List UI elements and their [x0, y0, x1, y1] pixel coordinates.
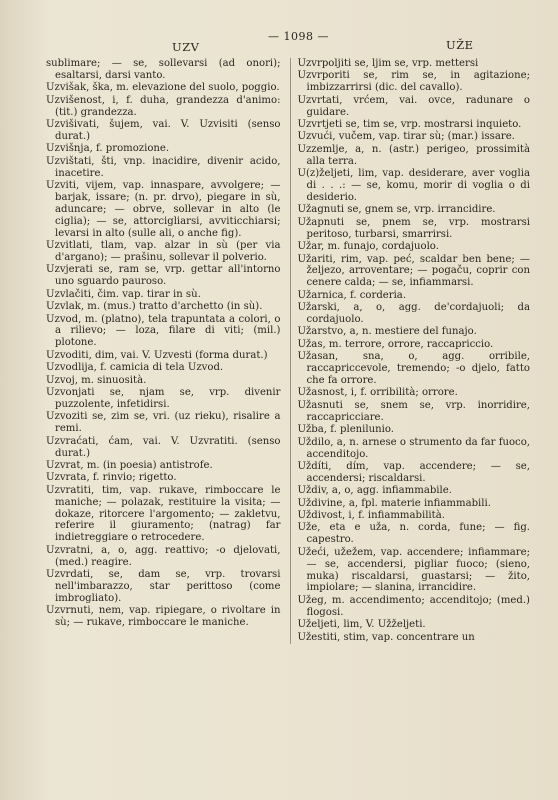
dictionary-entry: Užarnica, f. corderia. [297, 289, 407, 301]
dictionary-entry: Uzvrata, f. rinvio; rigetto. [46, 472, 177, 484]
page-number: — 1098 — [268, 30, 329, 43]
dictionary-entry: Uzvod, m. (platno), tela trapuntata a colori, o a rilievo; — loza, filare di viti; (mil.) plotone. [46, 313, 281, 349]
dictionary-entry: Užagnuti se, gnem se, vrp. irrancidire. [297, 204, 496, 216]
dictionary-entry: Uzvrtjeti se, tim se, vrp. mostrarsi inquieto. [297, 119, 522, 131]
left-column [46, 58, 280, 644]
dictionary-entry: Uzvući, vučem, vap. tirar sù; (mar.) issare. [297, 131, 515, 143]
dictionary-entry: Užasnost, i, f. orribilità; orrore. [297, 387, 458, 399]
dictionary-entry: Uzvonjati se, njam se, vrp. divenir puzzolente, infetidirsi. [46, 386, 281, 410]
columns [46, 58, 530, 644]
right-column [290, 58, 530, 644]
dictionary-entry: Užasnuti se, snem se, vrp. inorridire, raccapricciare. [297, 399, 530, 423]
dictionary-entry: Užba, f. plenilunio. [297, 424, 394, 436]
dictionary-entry: Uždiv, a, o, agg. infiammabile. [297, 485, 452, 497]
dictionary-entry: Uzvišnja, f. promozione. [46, 143, 170, 155]
dictionary-entry: Užasan, sna, o, agg. orribile, raccapriccevole, tremendo; -o djelo, fatto che fa orrore. [297, 351, 530, 387]
dictionary-entry: U(z)željeti, lim, vap. desiderare, aver voglia di . . .: — se, komu, morir di voglia o di desiderio. [297, 168, 530, 203]
dictionary-entry: Uzvrdati, se, dam se, vrp. trovarsi nell'imbarazzo, star perittoso (come imbrogliato). [46, 569, 281, 604]
left-guide-word: UZV [172, 40, 200, 54]
dictionary-entry: Uzzemlje, a, n. (astr.) perigeo, prossimità alla terra. [297, 143, 530, 167]
dictionary-entry: Uždíti, dím, vap. accendere; — se, accendersi; riscaldarsi. [297, 460, 530, 484]
dictionary-entry: Užar, m. funajo, cordajuolo. [297, 241, 439, 253]
dictionary-entry: Uzvodlija, f. camicia di tela Uzvod. [46, 362, 224, 374]
dictionary-entry: Uželjeti, lim, V. Užželjeti. [297, 619, 426, 631]
dictionary-entry: Uzvoditi, dim, vai. V. Uzvesti (forma durat.) [46, 349, 268, 361]
dictionary-entry: Uždilo, a, n. arnese o strumento da far fuoco, accenditojo. [297, 436, 530, 460]
dictionary-entry: Uzvrat, m. (in poesia) antistrofe. [46, 459, 213, 471]
dictionary-entry: Užapnuti se, pnem se, vrp. mostrarsi peritoso, turbarsi, smarrirsi. [297, 216, 530, 240]
dictionary-entry: Uže, eta e uža, n. corda, fune; — fig. capestro. [297, 522, 530, 546]
dictionary-entry: Uždivine, a, fpl. materie infiammabili. [297, 497, 491, 509]
dictionary-entry: Užarski, a, o, agg. de'cordajuoli; da cordajuolo. [297, 302, 530, 326]
dictionary-entry: Uzvratiti, tim, vap. rukave, rimboccare le maniche; — polazak, restituire la visita; — dokaze, ritorcere l'argomento; — zakletvu, referire il giuramento; (natrag) far indietreggiare o retrocedere. [46, 484, 281, 544]
dictionary-entry: Uzvlačiti, čim. vap. tirar in sù. [46, 288, 201, 300]
dictionary-entry: Uzvoj, m. sinuosità. [46, 374, 147, 386]
dictionary-entry: Užeći, užežem, vap. accendere; infiammare; — se, accendersi, pigliar fuoco; (sieno, muka) riscaldarsi, guastarsi; — žito, impiolare; — slanina, irrancidire. [297, 546, 530, 594]
dictionary-entry: Uzvraćati, ćam, vai. V. Uzvratiti. (senso durat.) [46, 435, 281, 459]
dictionary-entry: Uzvišenost, i, f. duha, grandezza d'animo: (tit.) grandezza. [46, 94, 281, 118]
dictionary-entry: Uzvrpoljiti se, ljim se, vrp. mettersi [297, 58, 479, 69]
dictionary-entry: sublimare; — se, sollevarsi (ad onori); esaltarsi, darsi vanto. [46, 58, 281, 81]
page-header [46, 30, 530, 54]
dictionary-entry: Uzviti, vijem, vap. innaspare, avvolgere; — barjak, issare; (n. pr. drvo), piegare in sù, aduncare; — obrve, sollevar in alto (le ciglia); — se, attorcigliarsi, avviticchiarsi; levarsi in alto (sulle ali, o anche fig). [46, 180, 281, 239]
dictionary-entry: Uzvjerati se, ram se, vrp. gettar all'intorno uno sguardo pauroso. [46, 264, 281, 288]
dictionary-entry: Uždivost, i, f. infiammabilità. [297, 510, 445, 522]
dictionary-entry: Uzvlak, m. (mus.) tratto d'archetto (in sù). [46, 301, 263, 313]
dictionary-entry: Uzvišivati, šujem, vai. V. Uzvisiti (senso durat.) [46, 119, 281, 142]
dictionary-entry: Uzvišak, ška, m. elevazione del suolo, poggio. [46, 82, 280, 94]
dictionary-entry: Uzvrporiti se, rim se, in agitazione; imbizzarrirsi (dic. del cavallo). [297, 70, 530, 94]
dictionary-entry: Uzvratni, a, o, agg. reattivo; -o djelovati, (med.) reagire. [46, 544, 281, 568]
dictionary-entry: Uzvrnuti, nem, vap. ripiegare, o rivoltare in sù; — rukave, rimboccare le maniche. [46, 605, 281, 629]
dictionary-entry: Užestiti, stim, vap. concentrare un [297, 631, 475, 643]
dictionary-entry: Uzvoziti se, zim se, vri. (uz rieku), risalire a remi. [46, 411, 281, 435]
dictionary-entry: Užariti, rim, vap. peć, scaldar ben bene; — željezo, arroventare; — pogaču, coprir con cenere calda; — se, infiammarsi. [297, 253, 530, 289]
dictionary-entry: Užas, m. terrore, orrore, raccapriccio. [297, 338, 494, 350]
dictionary-entry: Uzvitlati, tlam, vap. alzar in sù (per via d'argano); — prašinu, sollevar il polverio. [46, 240, 281, 263]
dictionary-entry: Užeg, m. accendimento; accenditojo; (med.) flogosi. [297, 594, 530, 618]
dictionary-entry: Uzvrtati, vrćem, vai. ovce, radunare o guidare. [297, 94, 530, 118]
dictionary-entry: Uzvištati, šti, vnp. inacidire, divenir acido, inacetire. [46, 155, 281, 179]
dictionary-entry: Užarstvo, a, n. mestiere del funajo. [297, 326, 477, 338]
right-guide-word: UŽE [446, 38, 474, 52]
